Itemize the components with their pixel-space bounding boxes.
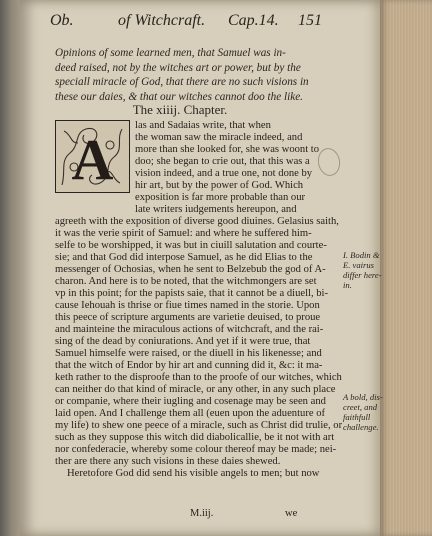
running-head-leaf: Ob. — [50, 12, 74, 29]
body-line: las and Sadaias write, that when — [135, 120, 271, 131]
summary-line: speciall miracle of God, that there are no such visions in — [55, 76, 309, 88]
body-line: Heretofore God did send his visible angels to men; but now — [67, 468, 320, 479]
body-line: laid open. And I challenge them all (euen upon the aduenture of — [55, 408, 326, 419]
chapter-summary — [55, 46, 340, 104]
body-line: exposition is far more probable than our — [135, 192, 306, 203]
body-line: my life) to shew one peece of a miracle, such as Christ did trulie, or — [55, 420, 343, 431]
body-line: more than she looked for, she was woont to — [135, 144, 320, 155]
body-line: it was the verie spirit of Samuel: and where he suffered him- — [55, 228, 312, 239]
body-line: or companie, where their iugling and cosenage may be seen and — [55, 396, 326, 407]
margin-note-bodin — [343, 250, 382, 290]
page-edges — [380, 0, 432, 536]
summary-line: Opinions of some learned men, that Samuel was in- — [55, 47, 286, 59]
body-line: this peece of scripture arguments are varietie deuised, to proue — [55, 312, 321, 323]
chapter-heading: The xiiij. Chapter. — [132, 102, 228, 117]
running-head — [50, 12, 340, 34]
margin-note-line: in. — [343, 280, 352, 290]
running-head-chapter: Cap.14. — [228, 12, 279, 29]
body-line: can neither do that kind of miracle, or any other, in any such place — [55, 384, 336, 395]
body-line: agreeth with the exposition of diverse good diuines. Gelasius saith, — [55, 216, 339, 227]
body-line: vp in this point; for the papists saie, that it cannot be a diuell, bi- — [55, 288, 329, 299]
ornament-icon — [56, 121, 129, 192]
body-line: the woman saw the miracle indeed, and — [135, 132, 303, 143]
margin-note-line: differ here- — [343, 270, 382, 280]
body-line: late writers iudgements hereupon, and — [135, 204, 297, 215]
margin-note-line: challenge. — [343, 422, 379, 432]
body-line: messenger of Ochosias, when he sent to Belzebub the god of A- — [55, 264, 326, 275]
body-line: vision indeed, and a true one, not done by — [135, 168, 313, 179]
body-line: ther are there any such visions in these daies shewed. — [55, 456, 281, 467]
body-line: cause Iehouah is thrise or fiue times named in the storie. Upon — [55, 300, 320, 311]
margin-note-challenge — [343, 392, 383, 432]
initial-letter: A — [71, 127, 114, 192]
body-line: charon. And here is to be noted, that the witchmongers are set — [55, 276, 317, 287]
margin-note-line: faithfull — [343, 412, 371, 422]
body-line: doo; she began to crie out, that this was a — [135, 156, 310, 167]
body-line: nor confederacie, whereby some colour thereof may be made; nei- — [55, 444, 337, 455]
body-line: that the witch of Endor by hir art and cunning did it, &c: it ma- — [55, 360, 323, 371]
decorated-initial — [55, 120, 130, 193]
signature-mark: M.iij. — [190, 508, 214, 519]
body-line: sie; and that God did interpose Samuel, as he did Elias to the — [55, 252, 313, 263]
running-head-title: of Witchcraft. — [118, 12, 206, 29]
body-line: such as they suppose this witch did diabolicallie, be it not with art — [55, 432, 335, 443]
margin-note-line: creet, and — [343, 402, 378, 412]
page-number: 151 — [298, 12, 322, 29]
body-line: hir art, but by the power of God. Which — [135, 180, 304, 191]
catchword: we — [285, 508, 298, 519]
summary-line: deed raised, not by the witches art or power, but by the — [55, 61, 301, 74]
margin-note-line: I. Bodin & — [343, 250, 380, 260]
summary-line: these our daies, & that our witches cannot doo the like. — [55, 90, 303, 103]
margin-note-line: E. vairus — [343, 260, 375, 270]
body-line: selfe to be worshipped, it was but in ciuill salutation and courte- — [55, 240, 327, 251]
body-line: keth rather to the disproofe than to the proofe of our witches, which — [55, 372, 342, 383]
book-binding-shadow — [0, 0, 22, 536]
margin-note-line: A bold, dis- — [343, 392, 383, 402]
body-line: sing of the dead by coniurations. And yet if it were true, that — [55, 336, 311, 347]
body-line: and mainteine the miraculous actions of witchcraft, and the rai- — [55, 324, 324, 335]
body-line: Samuel himselfe were raised, or the diuell in his likenesse; and — [55, 348, 322, 359]
